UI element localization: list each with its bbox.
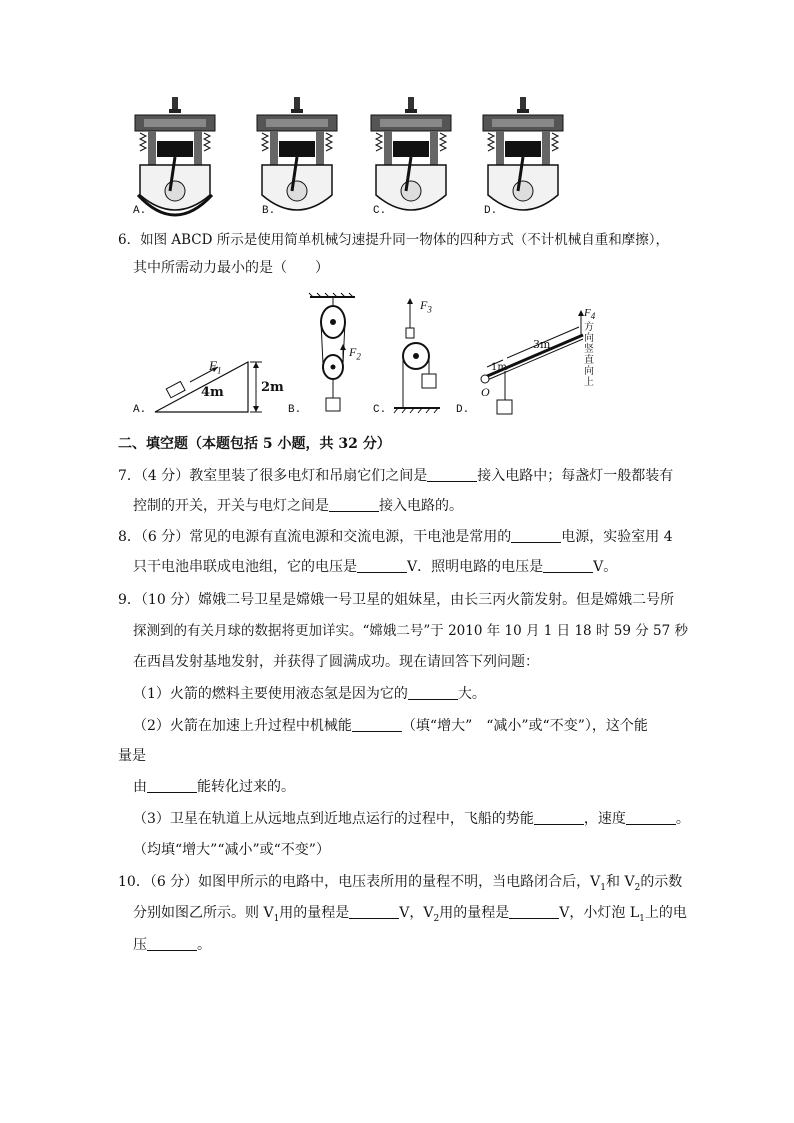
pulley-figure-c	[390, 298, 445, 418]
lever-direction-label: 方 向 竖 直 向 上	[584, 322, 594, 388]
q8-blank-3[interactable]	[543, 558, 593, 573]
q9-part2: （2）火箭在加速上升过程中机械能 （填“增大” “减小”或“不变”），这个能	[133, 718, 648, 734]
q6-option-d: D.	[456, 404, 470, 416]
lever-long-label: 3m	[533, 338, 551, 351]
q9-blank-5[interactable]	[626, 810, 676, 825]
q10-line1: 10．（6 分）如图甲所示的电路中，电压表所用的量程不明，当电路闭合后，$V_1$和 $V_2$的示数	[118, 874, 683, 893]
q9-line3: 在西昌发射基地发射，并获得了圆满成功。现在请回答下列问题：	[133, 654, 539, 670]
q9-line2: 探测到的有关月球的数据将更加详实。“嫦娥二号”于 2010 年 10 月 1 日 18 时 59 分 57 秒	[133, 623, 688, 639]
lever-pivot-label: O	[481, 385, 490, 399]
q10-line3: 压 。	[133, 937, 211, 953]
q10-line2: 分别如图乙所示。则 $V_1$用的量程是 V，$V_2$用的量程是 V，小灯泡 $L_1$上的电	[133, 905, 687, 924]
q10-blank-3[interactable]	[147, 936, 197, 951]
engine-option-a: A.	[133, 205, 147, 217]
engine-option-d: D.	[484, 205, 498, 217]
q8-blank-2[interactable]	[357, 558, 407, 573]
q9-blank-3[interactable]	[147, 778, 197, 793]
lever-force-label: $F_4$	[584, 307, 596, 322]
q9-part2-cont: 量是	[118, 748, 146, 764]
q8-line2: 只干电池串联成电池组，它的电压是 V．照明电路的电压是 V。	[133, 559, 618, 575]
incline-force-label: $F_1$	[209, 358, 222, 376]
q7-blank-1[interactable]	[427, 467, 477, 482]
q6-option-a: A.	[133, 404, 147, 416]
q9-part3-note: （均填“增大”“减小”或“不变”）	[133, 842, 330, 858]
q9-part2-source: 由 能转化过来的。	[133, 779, 295, 795]
q10-blank-1[interactable]	[349, 904, 399, 919]
lever-short-label: 1m	[491, 362, 507, 373]
q9-line1: 9．（10 分）嫦娥二号卫星是嫦娥一号卫星的姐妹星，由长三丙火箭发射。但是嫦娥二号所	[118, 592, 675, 608]
q7-blank-2[interactable]	[329, 497, 379, 512]
q9-part1: （1）火箭的燃料主要使用液态氢是因为它的 大。	[133, 686, 486, 702]
q9-blank-2[interactable]	[352, 717, 402, 732]
q7-line2: 控制的开关，开关与电灯之间是 接入电路的。	[133, 498, 463, 514]
engine-option-c: C.	[373, 205, 387, 217]
q6-line1: 6．如图 ABCD 所示是使用简单机械匀速提升同一物体的四种方式（不计机械自重和摩擦），	[118, 232, 669, 248]
q6-option-b: B.	[288, 404, 302, 416]
q10-blank-2[interactable]	[509, 904, 559, 919]
q9-blank-1[interactable]	[408, 685, 458, 700]
q9-blank-4[interactable]	[534, 810, 584, 825]
section-heading: 二、填空题（本题包括 5 小题，共 32 分）	[118, 436, 391, 452]
incline-height-label: 2m	[261, 380, 284, 395]
engine-figures	[130, 95, 590, 220]
pulley-c-force-label: $F_3$	[420, 298, 432, 315]
q8-line1: 8．（6 分）常见的电源有直流电源和交流电源，干电池是常用的 电源，实验室用 4	[118, 529, 673, 545]
incline-length-label: 4m	[201, 385, 224, 400]
engine-option-b: B.	[262, 205, 276, 217]
q8-blank-1[interactable]	[511, 528, 561, 543]
q6-line2: 其中所需动力最小的是（ ）	[133, 260, 329, 276]
q6-option-c: C.	[373, 404, 387, 416]
q7-line1: 7．（4 分）教室里装了很多电灯和吊扇它们之间是 接入电路中；每盏灯一般都装有	[118, 468, 674, 484]
q9-part3: （3）卫星在轨道上从远地点到近地点运行的过程中，飞船的势能 ，速度 。	[133, 811, 690, 827]
pulley-b-force-label: $F_2$	[349, 345, 361, 362]
